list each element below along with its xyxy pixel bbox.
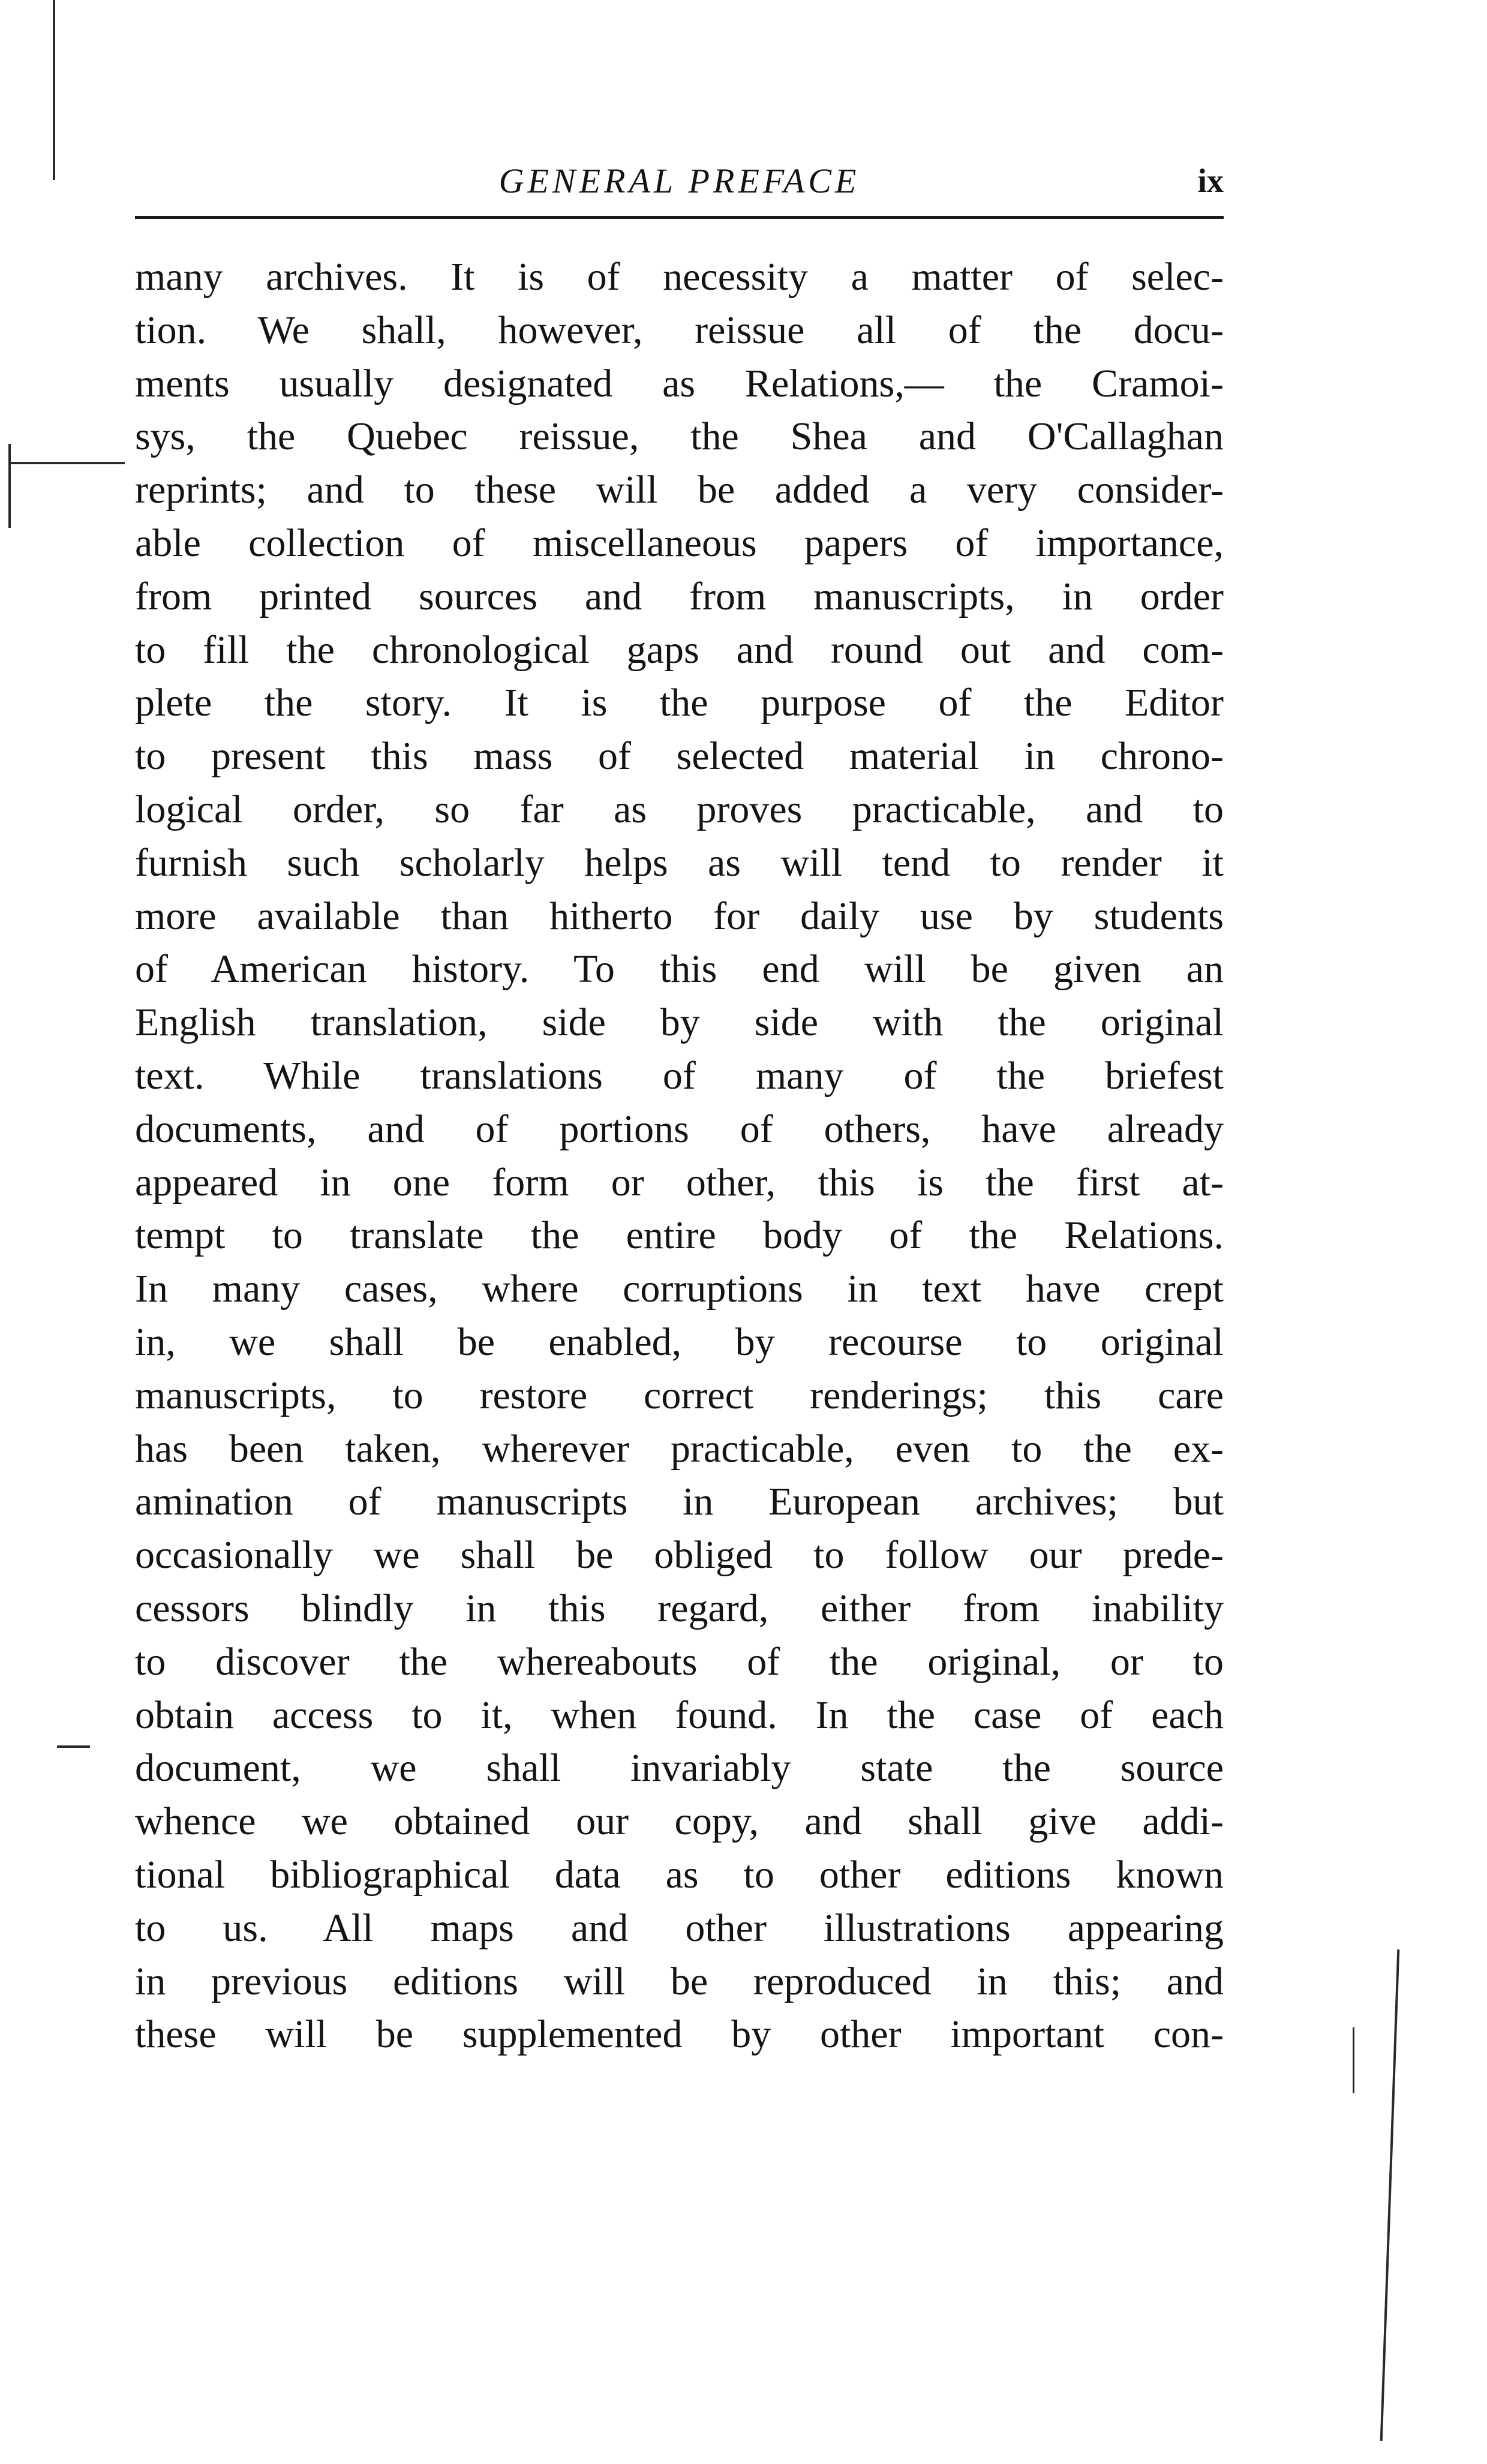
scan-mark-left-vertical	[8, 444, 11, 528]
body-text	[135, 251, 1224, 2062]
text-line: reprints; and to these will be added a very consider-	[135, 468, 1224, 512]
text-line: these will be supplemented by other important con-	[135, 2012, 1224, 2057]
text-line: logical order, so far as proves practicable, and to	[135, 787, 1224, 831]
text-line: tional bibliographical data as to other editions known	[135, 1852, 1224, 1897]
text-line: manuscripts, to restore correct renderings; this care	[135, 1373, 1224, 1417]
scan-mark-left-dash	[57, 1745, 90, 1748]
text-line: appeared in one form or other, this is the first at-	[135, 1160, 1224, 1204]
text-line: to us. All maps and other illustrations appearing	[135, 1906, 1224, 1950]
header-rule	[135, 216, 1224, 219]
text-line: many archives. It is of necessity a matter of selec-	[135, 255, 1224, 299]
text-line: more available than hitherto for daily use by students	[135, 894, 1224, 938]
text-line: plete the story. It is the purpose of the Editor	[135, 681, 1224, 725]
text-line: obtain access to it, when found. In the case of each	[135, 1693, 1224, 1737]
scan-mark-right-vertical-short	[1353, 2027, 1354, 2093]
text-line: documents, and of portions of others, have already	[135, 1107, 1224, 1151]
scan-mark-left-stroke	[11, 462, 125, 464]
text-line: to fill the chronological gaps and round out and com-	[135, 627, 1224, 672]
scan-mark-left-edge	[53, 0, 55, 180]
text-line: in, we shall be enabled, by recourse to original	[135, 1320, 1224, 1364]
scan-mark-right-vertical	[1380, 1949, 1400, 2441]
text-line: has been taken, wherever practicable, even to the ex-	[135, 1426, 1224, 1471]
text-line: from printed sources and from manuscripts, in order	[135, 574, 1224, 618]
page-number: ix	[1197, 163, 1224, 200]
text-line: tempt to translate the entire body of the Relations.	[135, 1213, 1224, 1258]
text-line: document, we shall invariably state the source	[135, 1746, 1224, 1790]
text-line: of American history. To this end will be given an	[135, 947, 1224, 991]
text-line: furnish such scholarly helps as will tend to render it	[135, 840, 1224, 885]
text-line: sys, the Quebec reissue, the Shea and O'Callaghan	[135, 414, 1224, 459]
text-line: In many cases, where corruptions in text have crept	[135, 1267, 1224, 1311]
running-header-title: GENERAL PREFACE	[498, 161, 860, 200]
text-line: to present this mass of selected material in chrono-	[135, 734, 1224, 779]
text-line: tion. We shall, however, reissue all of the docu-	[135, 308, 1224, 352]
running-header	[135, 157, 1224, 205]
text-line: able collection of miscellaneous papers of importance,	[135, 521, 1224, 565]
text-line: whence we obtained our copy, and shall give addi-	[135, 1799, 1224, 1844]
text-line: English translation, side by side with the original	[135, 1000, 1224, 1045]
text-line: ments usually designated as Relations,— the Cramoi-	[135, 361, 1224, 405]
text-line: occasionally we shall be obliged to follow our prede-	[135, 1533, 1224, 1577]
text-line: in previous editions will be reproduced in this; and	[135, 1959, 1224, 2003]
text-line: text. While translations of many of the briefest	[135, 1053, 1224, 1098]
text-line: cessors blindly in this regard, either from inability	[135, 1586, 1224, 1630]
text-line: amination of manuscripts in European archives; but	[135, 1480, 1224, 1524]
text-line: to discover the whereabouts of the original, or to	[135, 1639, 1224, 1684]
